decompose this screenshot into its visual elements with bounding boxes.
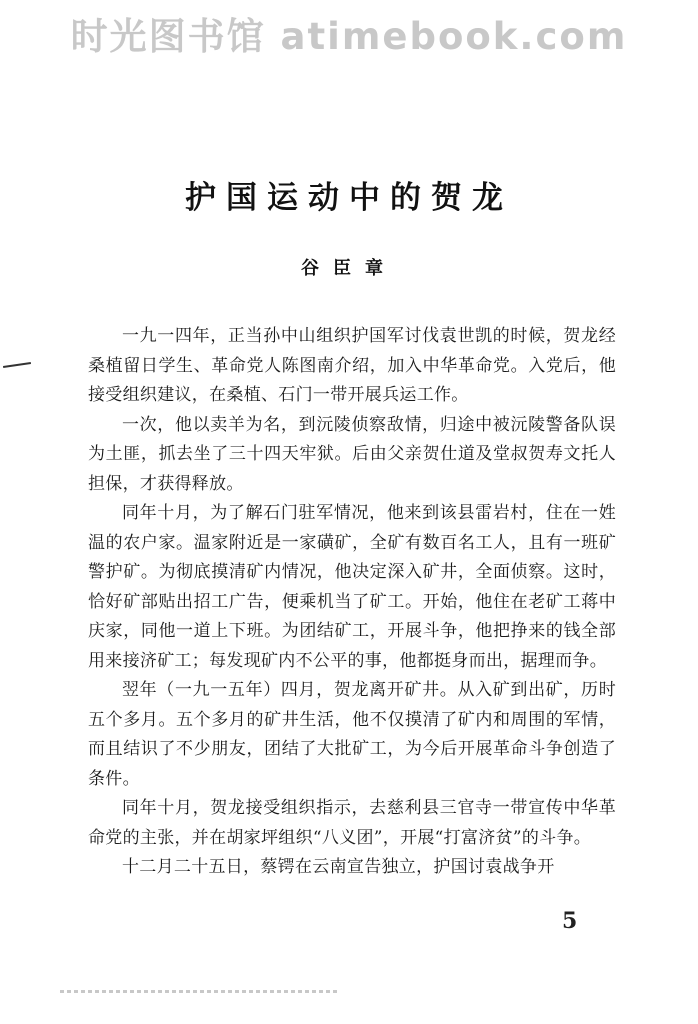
page-number: 5 <box>562 908 578 934</box>
watermark-text: 时光图书馆 atimebook.com <box>70 15 628 58</box>
scan-artifact <box>60 990 340 993</box>
paragraph: 同年十月，为了解石门驻军情况，他来到该县雷岩村，住在一姓温的农户家。温家附近是一家磺矿，全矿有数百名工人，且有一班矿警护矿。为彻底摸清矿内情况，他决定深入矿井，全面侦察。这时，恰好矿部贴出招工广告，便乘机当了矿工。开始，他住在老矿工蒋中庆家，同他一道上下班。为团结矿工，开展斗争，他把挣来的钱全部用来接济矿工；每发现矿内不公平的事，他都挺身而出，据理而争。 <box>88 503 616 671</box>
article-body <box>88 322 616 883</box>
paragraph: 十二月二十五日，蔡锷在云南宣告独立，护国讨袁战争开 <box>122 857 555 877</box>
paragraph: 一次，他以卖羊为名，到沅陵侦察敌情，归途中被沅陵警备队误为土匪，抓去坐了三十四天牢狱。后由父亲贺仕道及堂叔贺寿文托人担保，才获得释放。 <box>88 414 616 494</box>
article-title: 护国运动中的贺龙 <box>185 180 513 216</box>
paragraph: 同年十月，贺龙接受组织指示，去慈利县三官寺一带宣传中华革命党的主张，并在胡家坪组织“八义团”，开展“打富济贫”的斗争。 <box>88 798 616 848</box>
paragraph: 一九一四年，正当孙中山组织护国军讨伐袁世凯的时候，贺龙经桑植留日学生、革命党人陈图南介绍，加入中华革命党。入党后，他接受组织建议，在桑植、石门一带开展兵运工作。 <box>88 326 616 405</box>
article-author: 谷臣章 <box>301 258 397 279</box>
paragraph: 翌年（一九一五年）四月，贺龙离开矿井。从入矿到出矿，历时五个多月。五个多月的矿井生活，他不仅摸清了矿内和周围的军情，而且结识了不少朋友，团结了大批矿工，为今后开展革命斗争创造了条件。 <box>88 680 616 789</box>
margin-pen-mark <box>3 362 31 368</box>
